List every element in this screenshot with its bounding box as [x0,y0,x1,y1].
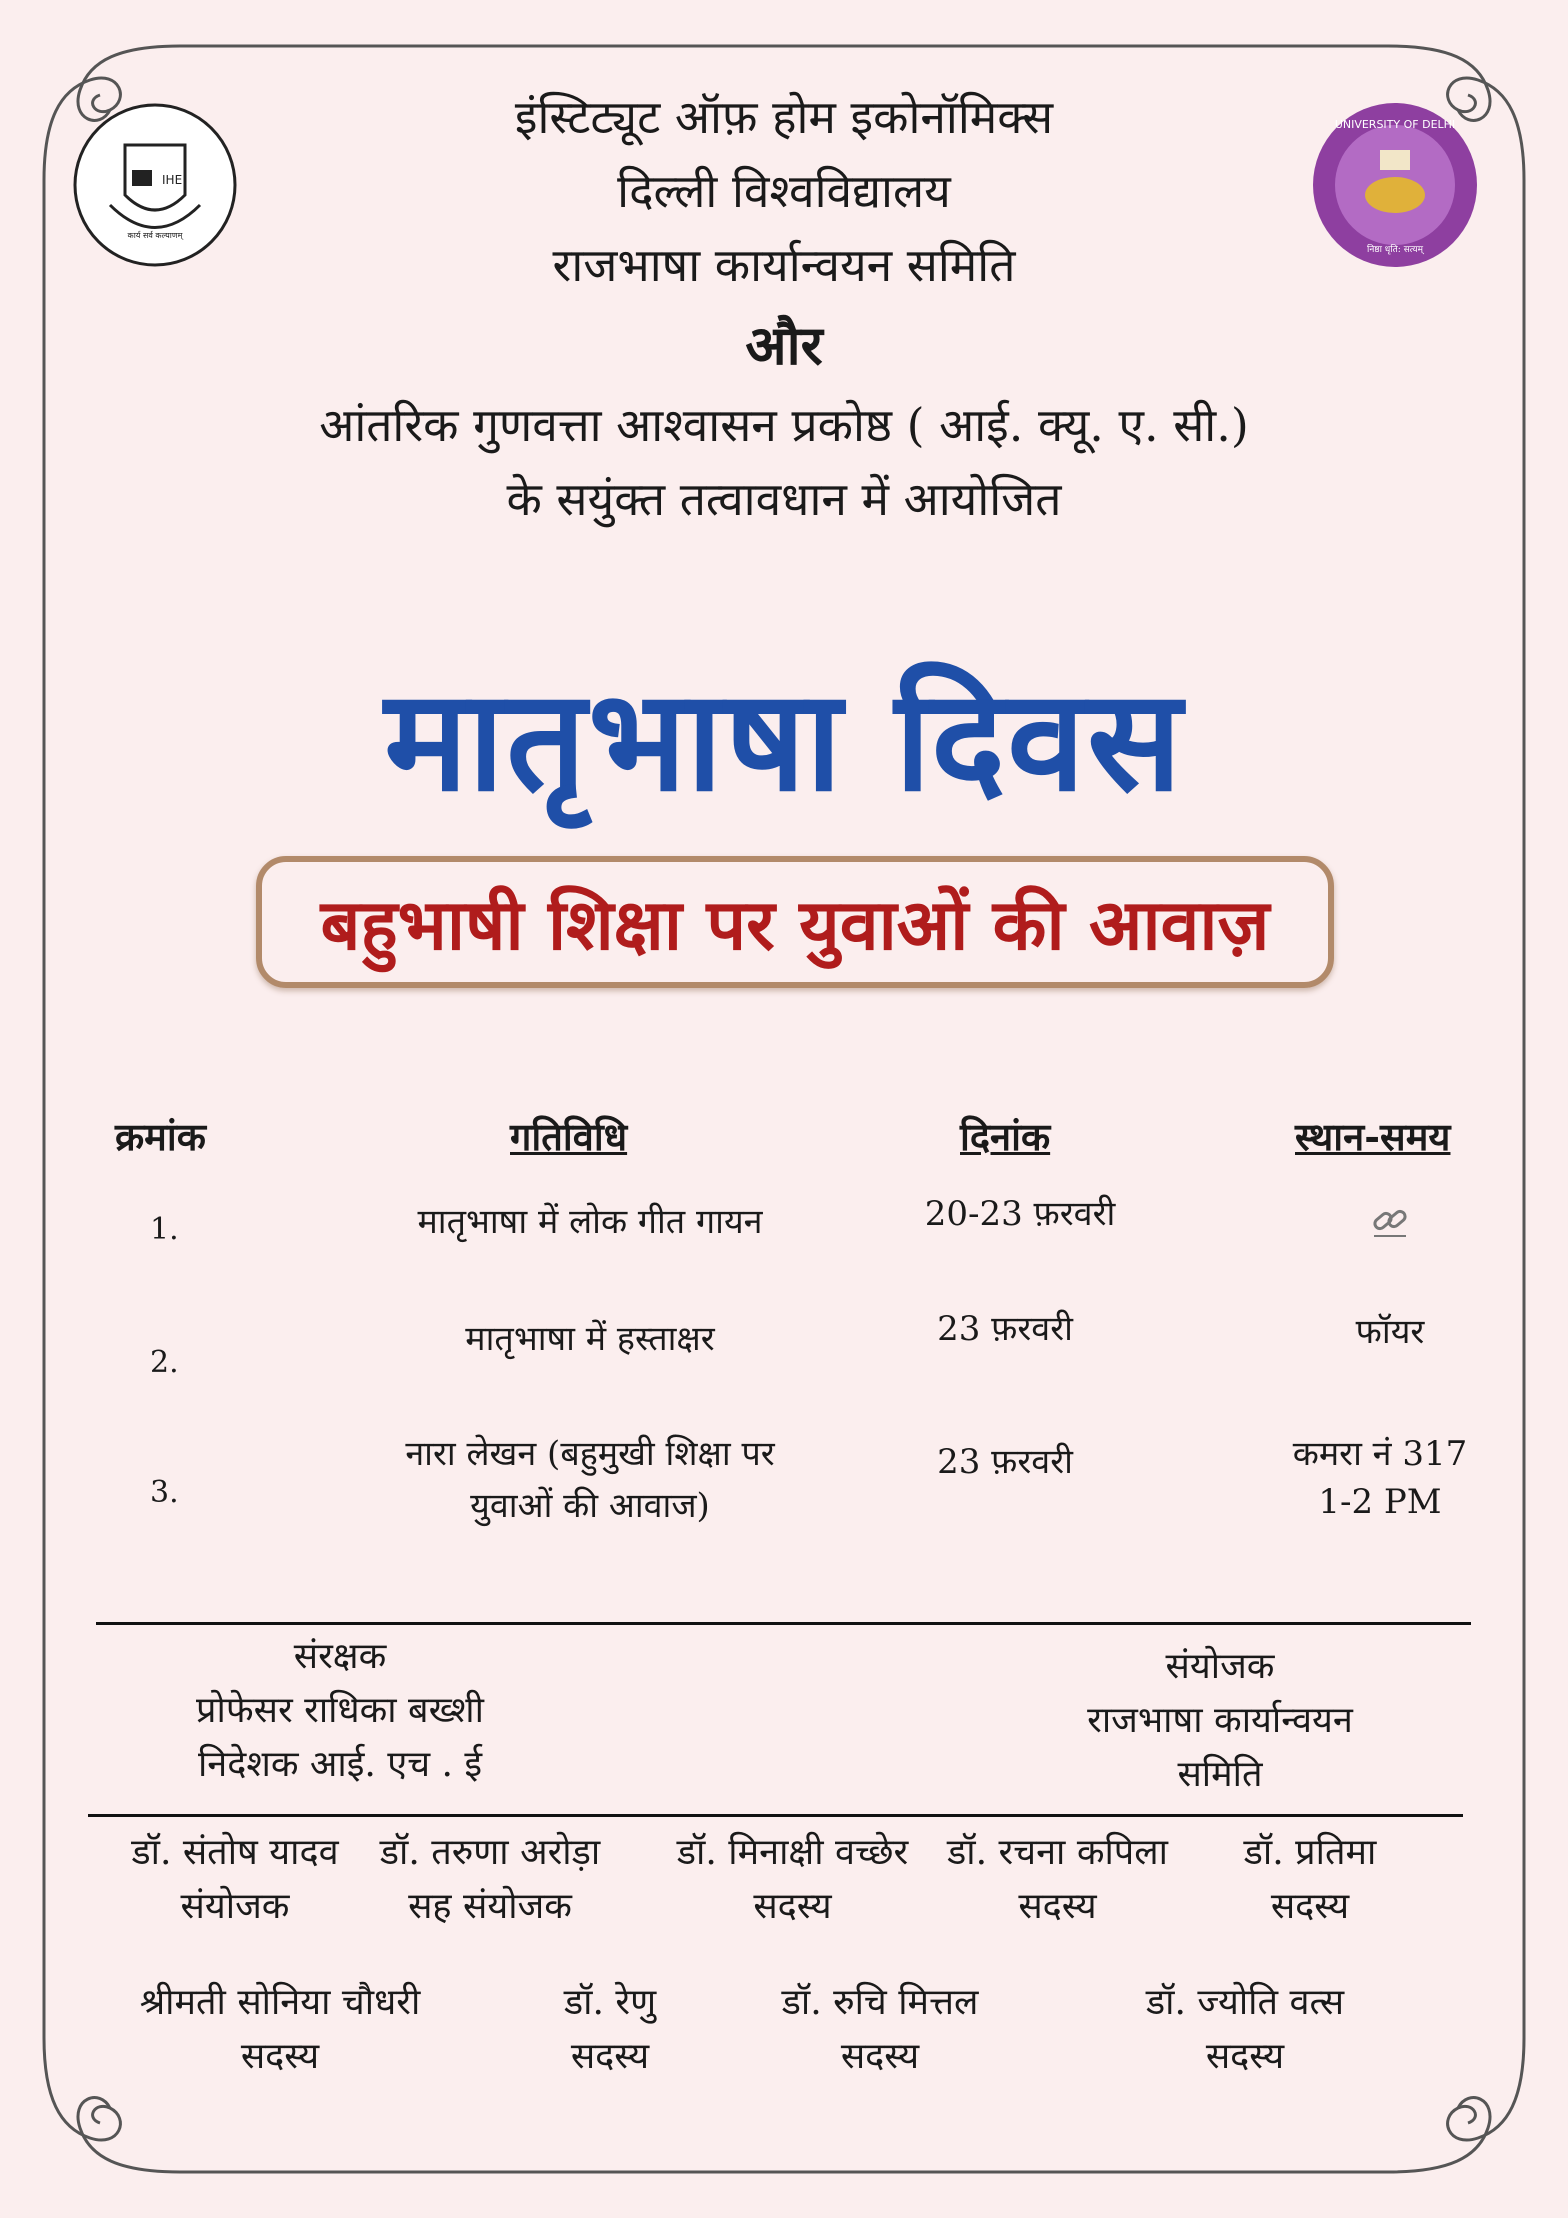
subtitle-box [256,856,1334,988]
committee-member [935,1826,1180,1934]
member-name: डॉ. रचना कपिला [947,1832,1168,1873]
member-name: डॉ. ज्योति वत्स [1145,1982,1345,2023]
member-role: सदस्य [1205,2036,1285,2077]
committee-name: राजभाषा कार्यान्वयन समिति [552,238,1016,292]
member-name: डॉ. रुचि मित्तल [781,1982,979,2023]
member-name: श्रीमती सोनिया चौधरी [139,1982,421,2023]
member-role: संयोजक [180,1886,290,1927]
member-name: डॉ. संतोष यादव [131,1832,339,1873]
member-role: सदस्य [1018,1886,1097,1927]
convener-block [1020,1640,1420,1802]
divider [88,1814,1463,1817]
convener-line3: समिति [1177,1754,1263,1795]
member-role: सह संयोजक [408,1886,572,1927]
row-1-date: 20-23 फ़रवरी [924,1194,1116,1234]
patron-role: संरक्षक [293,1636,387,1677]
member-name: डॉ. तरुणा अरोड़ा [379,1832,601,1873]
svg-text:कार्य सर्व कल्याणम्: कार्य सर्व कल्याणम् [127,231,183,240]
row-1-num: 1. [150,1212,179,1247]
member-role: सदस्य [840,2036,920,2077]
committee-member [95,1826,375,1934]
row-2-activity: मातृभाषा में हस्ताक्षर [465,1319,715,1359]
header-date: दिनांक [960,1114,1051,1159]
divider [96,1622,1471,1625]
organized-text: के सयुंक्त तत्वावधान में आयोजित [506,472,1062,526]
row-3-num: 3. [150,1475,179,1510]
svg-text:निष्ठा धृति: सत्यम्: निष्ठा धृति: सत्यम् [1366,245,1424,255]
member-name: डॉ. रेणु [563,1982,657,2023]
row-3-activity-line1: नारा लेखन (बहुमुखी शिक्षा पर [405,1434,775,1474]
committee-member [740,1976,1020,2084]
row-2-date: 23 फ़रवरी [937,1309,1073,1349]
patron-title: निदेशक आई. एच . ई [197,1744,483,1785]
row-1-place[interactable] [1330,1200,1450,1253]
convener-role: संयोजक [1165,1646,1275,1687]
header [0,80,1568,536]
member-role: सदस्य [1270,1886,1350,1927]
and-text: और [745,313,823,377]
svg-text:IHE: IHE [162,173,183,187]
patron-name: प्रोफेसर राधिका बख्शी [196,1690,484,1731]
header-serial: क्रमांक [115,1114,206,1159]
committee-member [1200,1826,1420,1934]
member-role: सदस्य [570,2036,650,2077]
subtitle: बहुभाषी शिक्षा पर युवाओं की आवाज़ [320,884,1270,966]
link-icon[interactable] [1370,1200,1410,1240]
member-name: डॉ. मिनाक्षी वच्छेर [676,1832,909,1873]
row-2-place: फॉयर [1355,1312,1425,1352]
iqac-name: आंतरिक गुणवत्ता आश्वासन प्रकोष्ठ ( आई. क्यू. ए. सी.) [319,398,1249,452]
committee-member [1090,1976,1400,2084]
institute-name: इंस्टिट्यूट ऑफ़ होम इकोनॉमिक्स [514,90,1054,144]
patron-block [140,1630,540,1792]
header-place-time: स्थान-समय [1295,1114,1451,1159]
row-2-num: 2. [150,1345,179,1380]
page-title: मातृभाषा दिवस [384,660,1184,823]
row-3-place-line2: 1-2 PM [1318,1482,1442,1522]
svg-text:UNIVERSITY OF DELHI: UNIVERSITY OF DELHI [1334,118,1456,131]
committee-member [370,1826,610,1934]
convener-line2: राजभाषा कार्यान्वयन [1087,1700,1353,1741]
member-role: सदस्य [240,2036,320,2077]
row-3-activity-line2: युवाओं की आवाज) [470,1486,710,1526]
committee-member [650,1826,935,1934]
row-3-date: 23 फ़रवरी [937,1442,1073,1482]
member-role: सदस्य [753,1886,832,1927]
member-name: डॉ. प्रतिमा [1243,1832,1377,1873]
committee-member [510,1976,710,2084]
university-name: दिल्ली विश्वविद्यालय [617,164,951,218]
row-1-activity: मातृभाषा में लोक गीत गायन [417,1202,763,1242]
committee-member [110,1976,450,2084]
header-activity: गतिविधि [510,1114,628,1159]
row-3-place-line1: कमरा नं 317 [1292,1434,1468,1474]
